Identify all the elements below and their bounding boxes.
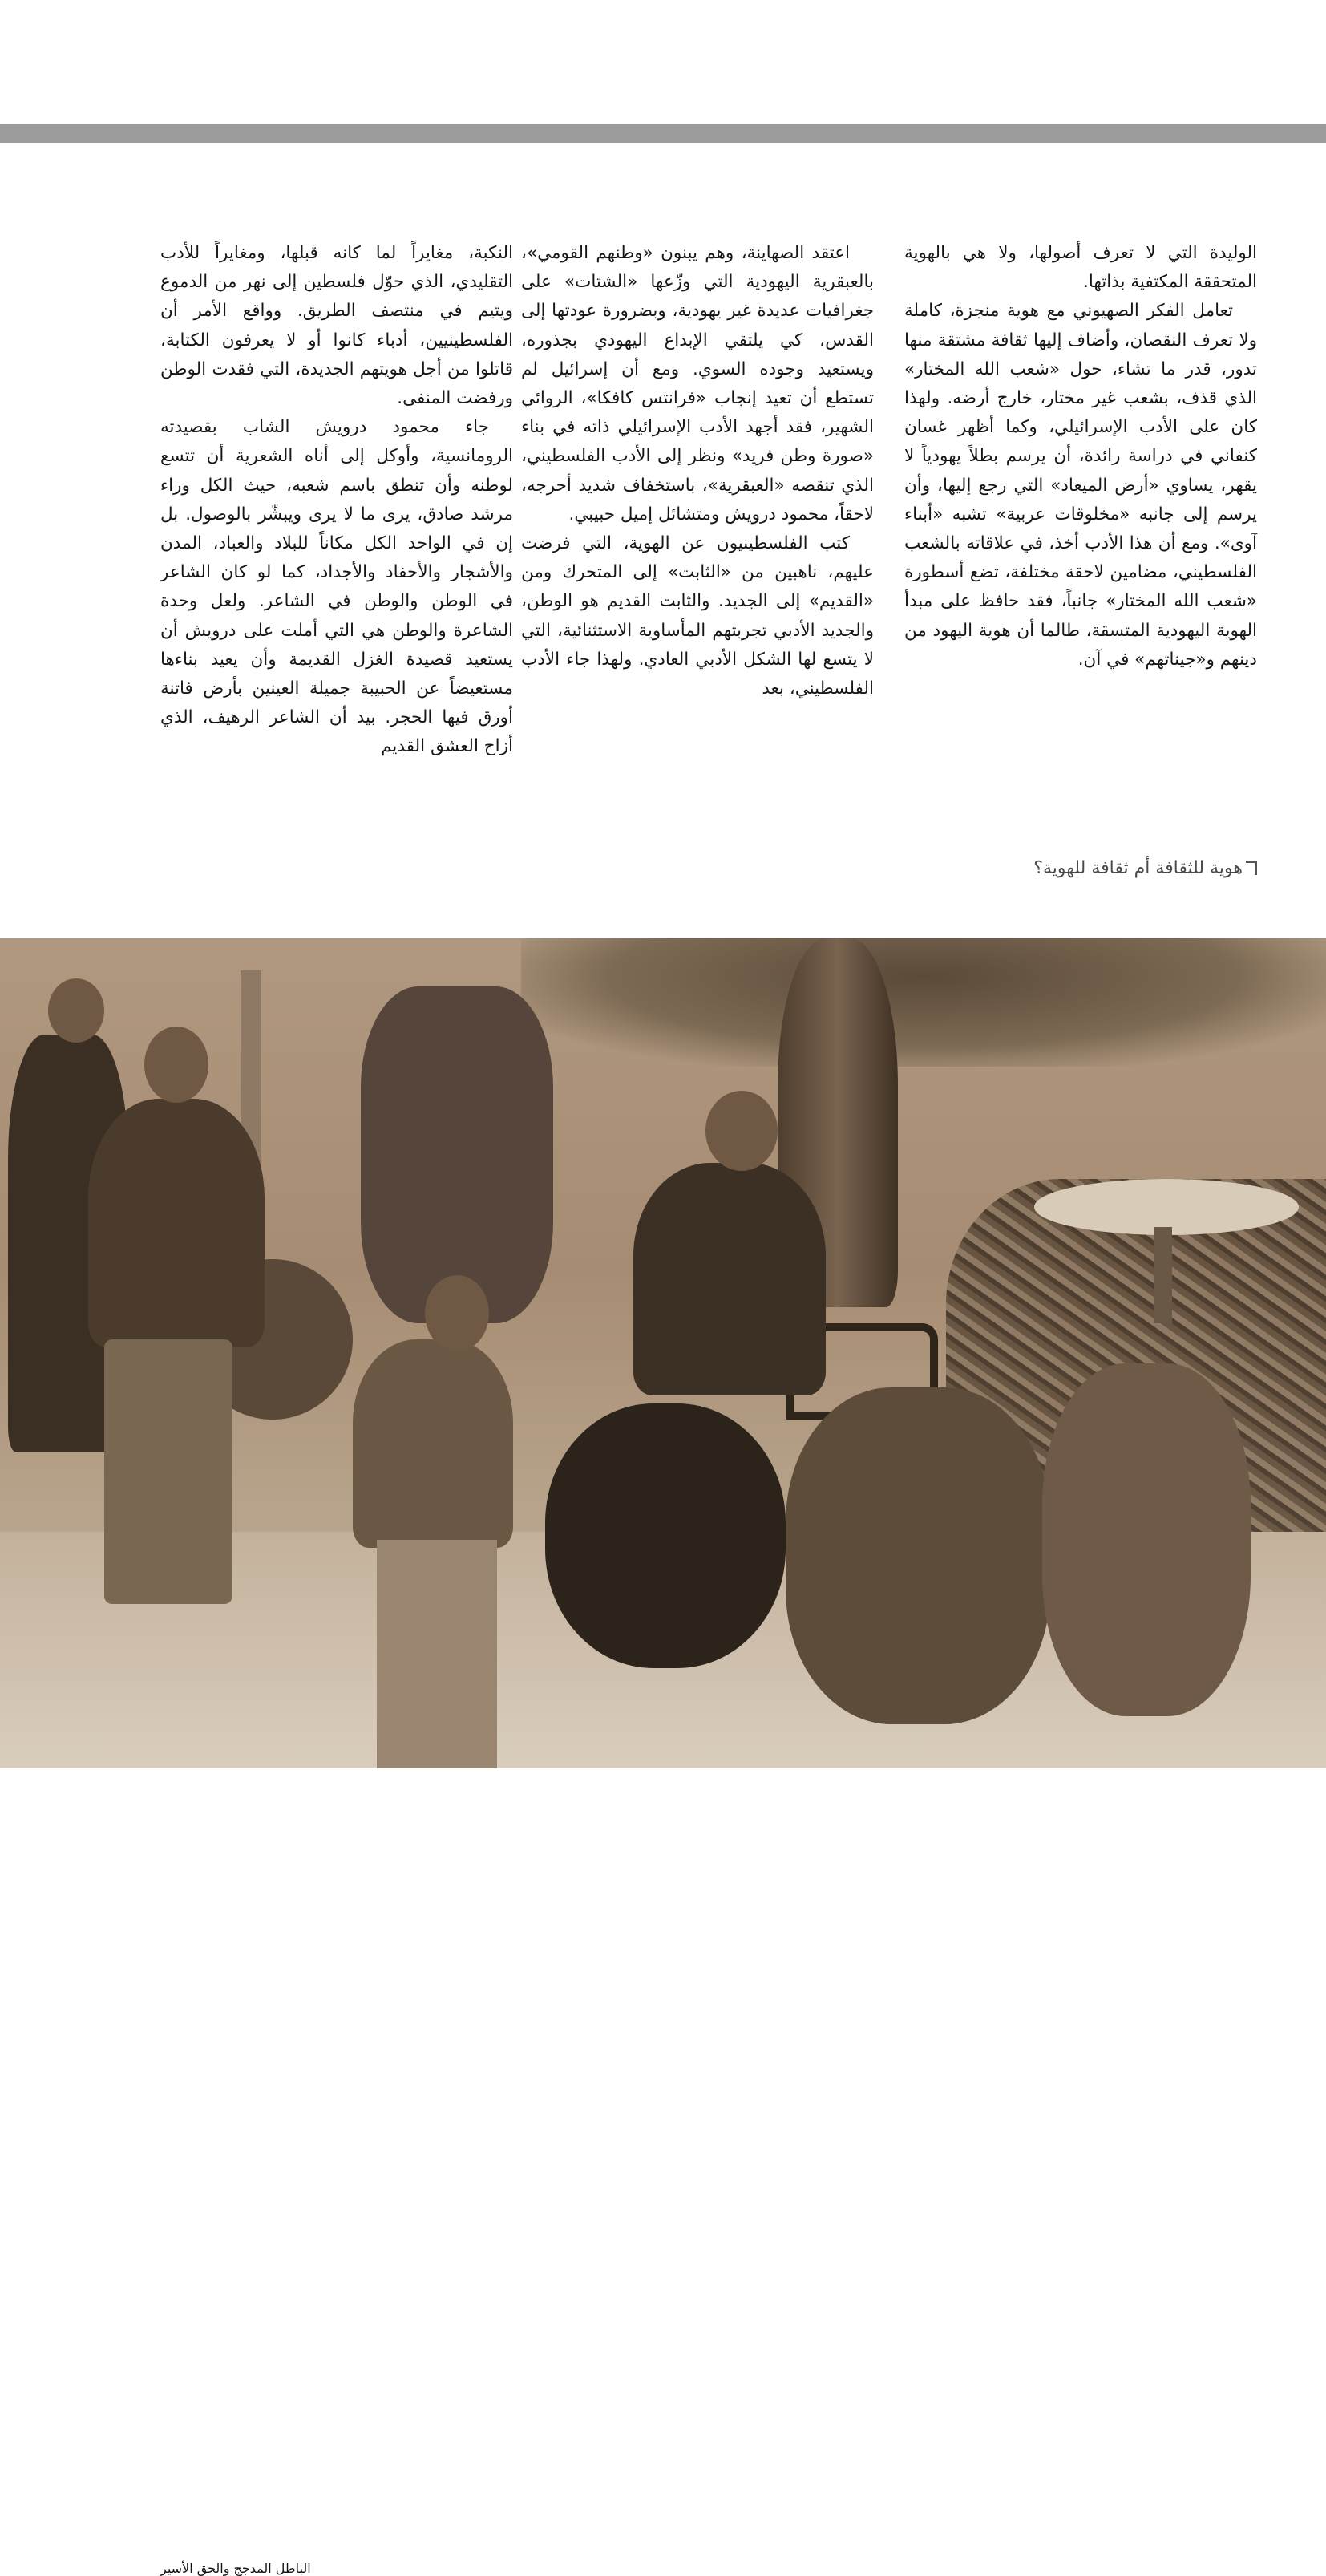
paragraph: جاء محمود درويش الشاب بقصيدته الرومانسية، وأوكل إلى أناه الشعرية أن تتسع لوطنه وأن تنطق باسم شعبه، حيث الكل وراء مرشد صادق، يرى ما لا يرى ويبشّر بالوصول. بل إن في الواحد الكل مكاناً للبلاد والعباد، المدن والأشجار والأحفاد والأجداد، كما لو كان الشاعر في الوطن والوطن في الشاعر. ولعل وحدة الشاعرة والوطن هي التي أملت على درويش أن يستعيد قصيدة الغزل القديمة وأن يعيد بناءها مستعيضاً عن الحبيبة جميلة العينين بأرض فاتنة أورق فيها الحجر. بيد أن الشاعر الرهيف، الذي أزاح العشق القديم bbox=[160, 417, 513, 757]
paragraph: تعامل الفكر الصهيوني مع هوية منجزة، كاملة ولا تعرف النقصان، وأضاف إليها ثقافة مشتقة منها تدور، قدر ما تشاء، حول «شعب الله المختار» الذي قذف، بشعب غير مختار، خارج أرضه. ولهذا كان على الأدب الإسرائيلي، وكما أظهر غسان كنفاني في دراسة رائدة، أن يرسم بطلاً يهودياً لا يقهر، يساوي «أرض الميعاد» التي رجع إليها، وأن يرسم إلى جانبه «مخلوقات عربية» تشبه «أبناء آوى». ومع أن هذا الأدب أخذ، في علاقاته بالشعب الفلسطيني، مضامين لاحقة مختلفة، تضع أسطورة «شعب الله المختار» جانباً، فقد حافظ على مبدأ الهوية اليهودية المتسقة، طالما أن هوية اليهود من دينهم و«جيناتهم» في آن. bbox=[904, 301, 1257, 670]
soldier-figure bbox=[88, 1099, 265, 1347]
tree-foliage bbox=[521, 938, 1326, 1067]
soldier-head bbox=[48, 978, 104, 1043]
paragraph: اعتقد الصهاينة، وهم يبنون «وطنهم القومي»، بالعبقرية اليهودية التي وزّعها «الشتات» على جغرافيات عديدة غير يهودية، وبضرورة عودتها إلى القدس، كي يلتقي الإبداع اليهودي بجذوره، ويستعيد وجوده السوي. ومع أن إسرائيل لم تستطع أن تعيد إنجاب «فرانتس كافكا»، الروائي الشهير، فقد أجهد الأدب الإسرائيلي ذاته في بناء «صورة وطن فريد» ونظر إلى الأدب الفلسطيني، الذي تنقصه «العبقرية»، باستخفاف شديد أحرجه، لاحقاً، محمود درويش ومتشائل إميل حبيبي. bbox=[521, 243, 874, 525]
soldier-head bbox=[144, 1027, 208, 1103]
paragraph: الوليدة التي لا تعرف أصولها، ولا هي بالهوية المتحققة المكتفية بذاتها. bbox=[904, 243, 1257, 293]
garden-table-leg bbox=[1154, 1227, 1172, 1323]
figure-bent bbox=[361, 986, 553, 1323]
section-tag-text: هوية للثقافة أم ثقافة للهوية؟ bbox=[1033, 858, 1243, 878]
soldier-figure bbox=[633, 1163, 826, 1395]
soldier-legs bbox=[377, 1540, 497, 1768]
soldier-legs bbox=[104, 1339, 232, 1604]
corner-bracket-icon bbox=[1246, 861, 1257, 875]
photo-caption: الباطل المدجج والحق الأسير bbox=[160, 2561, 311, 2576]
paragraph: كتب الفلسطينيون عن الهوية، التي فرضت عليهم، ناهبين من «الثابت» إلى المتحرك ومن «القديم» إلى الجديد. والثابت القديم هو الوطن، والجديد الأدبي تجربتهم المأساوية الاستثنائية، التي لا يتسع لها الشكل الأدبي العادي. ولهذا جاء الأدب الفلسطيني، بعد bbox=[521, 533, 874, 699]
detained-figure bbox=[545, 1403, 786, 1668]
column-right bbox=[904, 239, 1257, 832]
soldier-figure bbox=[1042, 1363, 1251, 1716]
soldier-figure bbox=[353, 1339, 513, 1548]
soldier-figure bbox=[786, 1387, 1050, 1724]
soldier-head bbox=[425, 1275, 489, 1351]
header-rule bbox=[0, 124, 1326, 143]
section-tag bbox=[904, 858, 1257, 878]
photograph bbox=[0, 938, 1326, 2576]
column-middle bbox=[521, 239, 874, 905]
column-left bbox=[160, 239, 513, 905]
soldier-head bbox=[705, 1091, 778, 1171]
paragraph: النكبة، مغايراً لما كانه قبلها، ومغايراً للأدب التقليدي، الذي حوّل فلسطين إلى نهر من الدموع ويتيم في منتصف الطريق. وواقع الأمر أن الفلسطينيين، أدباء كانوا أو لا يعرفون الكتابة، قاتلوا من أجل هويتهم الجديدة، التي فقدت الوطن ورفضت المنفى. bbox=[160, 243, 513, 409]
